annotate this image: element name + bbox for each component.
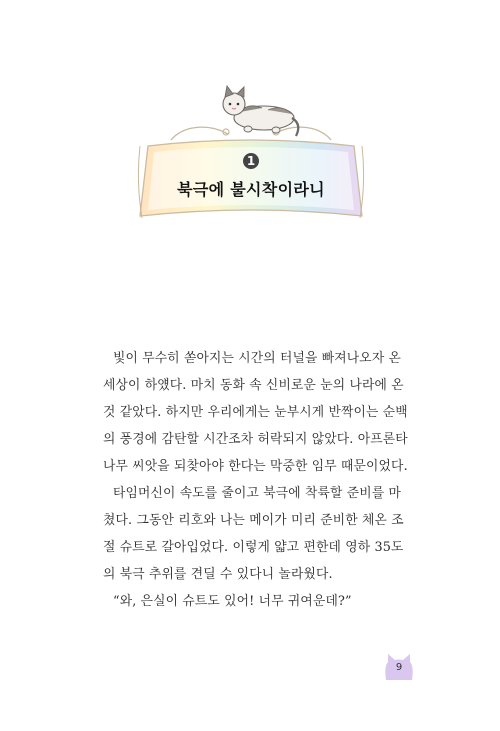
page-number: 9 bbox=[395, 662, 403, 673]
chapter-number-value: 1 bbox=[243, 153, 259, 169]
text-line: 것 같았다. 하지만 우리에게는 눈부시게 반짝이는 순백 bbox=[103, 405, 408, 420]
text-line: “와, 은실이 슈트도 있어! 너무 귀여운데?” bbox=[113, 594, 352, 609]
text-line: 쳤다. 그동안 리호와 나는 메이가 미리 준비한 체온 조 bbox=[103, 513, 404, 528]
text-line: 의 풍경에 감탄할 시간조차 허락되지 않았다. 아프론타 bbox=[103, 432, 408, 447]
chapter-title: 북극에 불시착이라니 bbox=[177, 180, 325, 199]
text-line: 절 슈트로 갈아입었다. 이렇게 얇고 편한데 영하 35도 bbox=[103, 540, 404, 555]
text-line: 세상이 하얬다. 마치 동화 속 신비로운 눈의 나라에 온 bbox=[103, 378, 404, 393]
chapter-number bbox=[136, 153, 366, 169]
body-text bbox=[103, 345, 433, 615]
text-line: 타임머신이 속도를 줄이고 북극에 착륙할 준비를 마 bbox=[113, 486, 402, 501]
chapter-banner bbox=[136, 82, 366, 232]
text-line: 의 북극 추위를 견딜 수 있다니 놀라웠다. bbox=[103, 567, 333, 582]
text-line: 빛이 무수히 쏟아지는 시간의 터널을 빠져나오자 온 bbox=[113, 351, 402, 366]
page-number-badge bbox=[382, 652, 416, 682]
text-line: 나무 씨앗을 되찾아야 한다는 막중한 임무 때문이었다. bbox=[103, 459, 408, 474]
